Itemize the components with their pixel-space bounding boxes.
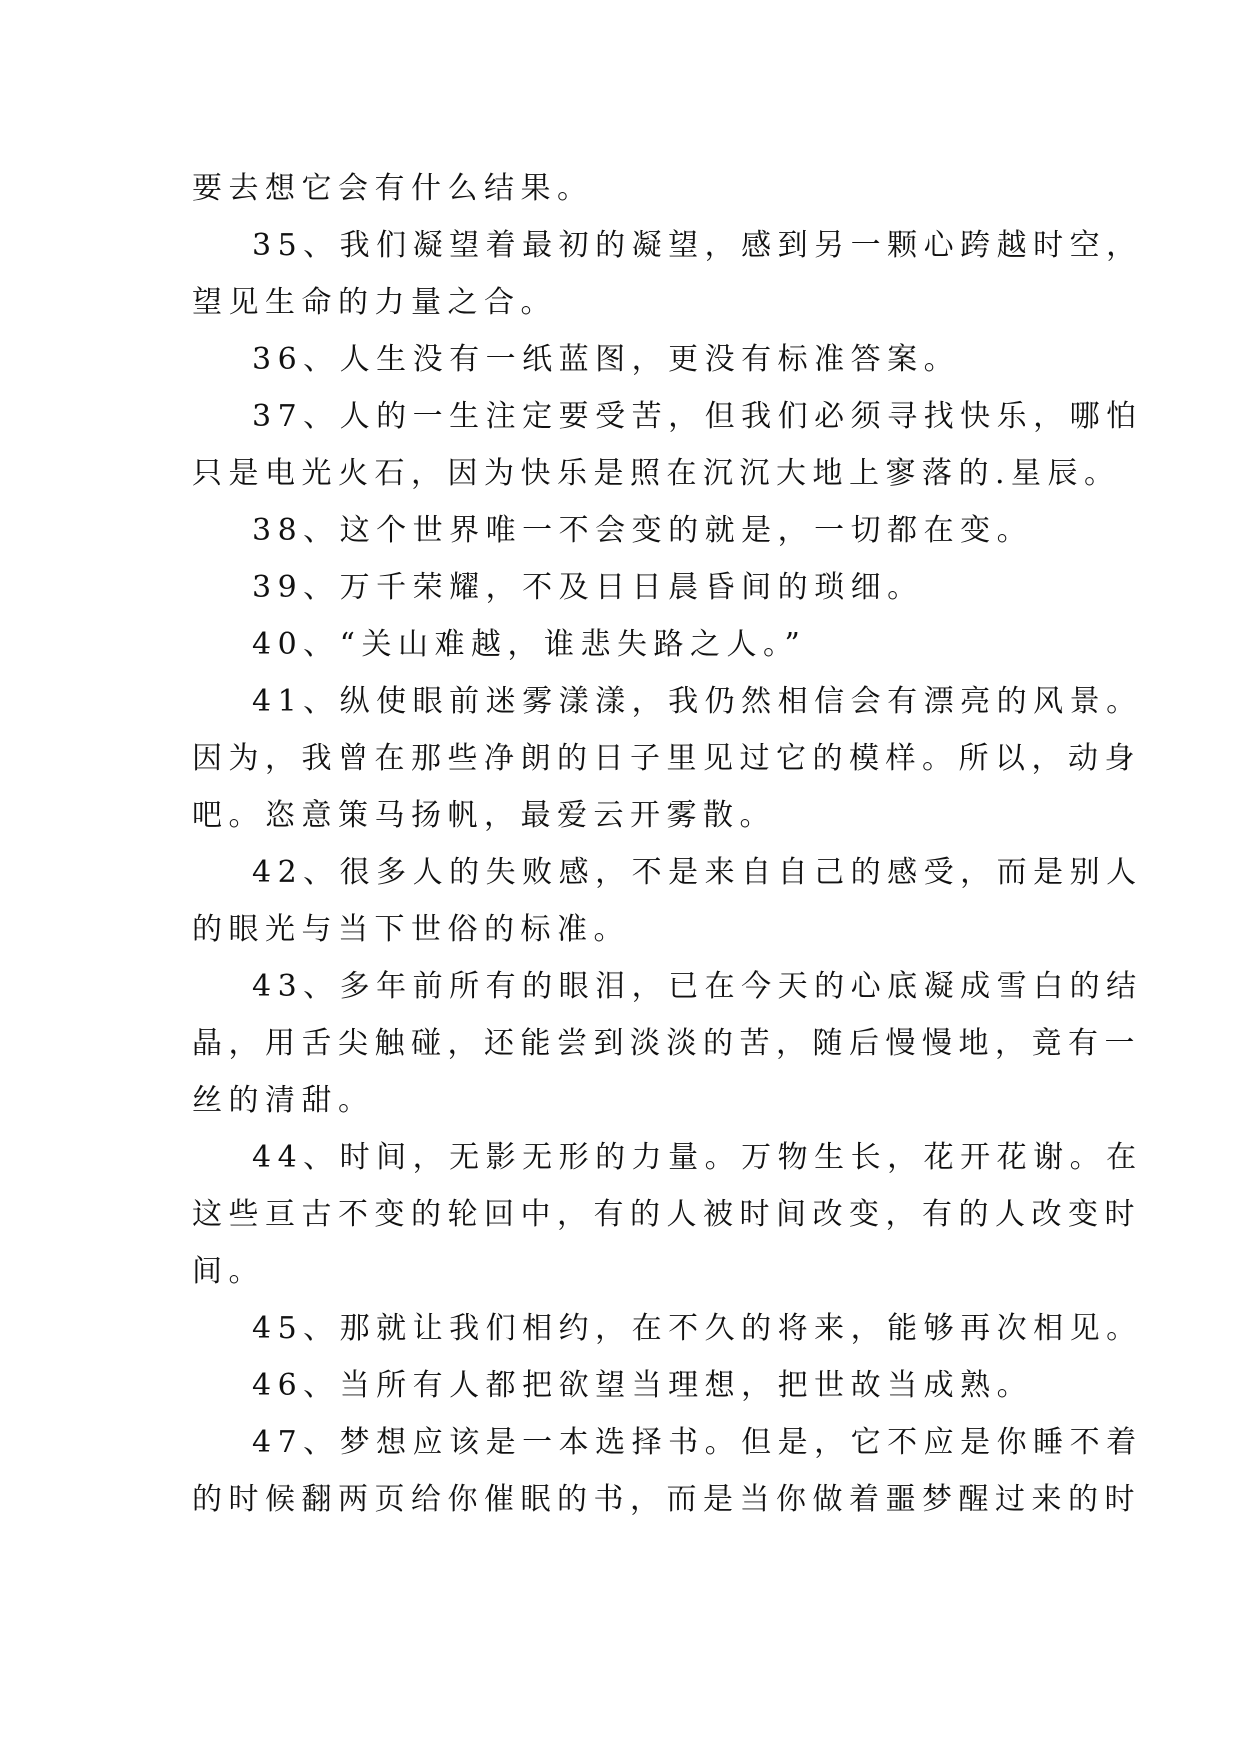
text-line: 41、纵使眼前迷雾漾漾，我仍然相信会有漂亮的风景。 — [252, 684, 1143, 719]
paragraph-35 — [192, 217, 1143, 331]
text-line: 因为，我曾在那些净朗的日子里见过它的模样。所以，动身 — [192, 741, 1141, 776]
text-line: 43、多年前所有的眼泪，已在今天的心底凝成雪白的结 — [252, 969, 1143, 1004]
paragraph-37 — [192, 388, 1143, 502]
text-line: 间。 — [192, 1254, 265, 1289]
paragraph-46 — [192, 1357, 1072, 1414]
text-line: 37、人的一生注定要受苦，但我们必须寻找快乐，哪怕 — [252, 399, 1143, 434]
text-line: 只是电光火石，因为快乐是照在沉沉大地上寥落的.星辰。 — [192, 456, 1121, 491]
text-line: 42、很多人的失败感，不是来自自己的感受，而是别人 — [252, 855, 1143, 890]
text-line: 望见生命的力量之合。 — [192, 285, 557, 320]
text-line: 45、那就让我们相约，在不久的将来，能够再次相见。 — [252, 1311, 1143, 1346]
text-line: 的时候翻两页给你催眠的书，而是当你做着噩梦醒过来的时 — [192, 1482, 1141, 1517]
paragraph-38 — [192, 502, 1072, 559]
text-line: 46、当所有人都把欲望当理想，把世故当成熟。 — [252, 1368, 1034, 1403]
text-line: 要去想它会有什么结果。 — [192, 171, 594, 206]
paragraph-41 — [192, 673, 1143, 844]
text-line: 晶，用舌尖触碰，还能尝到淡淡的苦，随后慢慢地，竟有一 — [192, 1026, 1141, 1061]
paragraph-34 — [192, 160, 1072, 217]
text-line: 丝的清甜。 — [192, 1083, 375, 1118]
paragraph-36 — [192, 331, 1072, 388]
paragraph-42 — [192, 844, 1143, 958]
text-line: 吧。恣意策马扬帆，最爱云开雾散。 — [192, 798, 776, 833]
text-line: 40、“关山难越，谁悲失路之人。” — [252, 627, 807, 662]
paragraph-43 — [192, 958, 1143, 1129]
paragraph-47 — [192, 1414, 1143, 1528]
body-text — [192, 160, 1143, 1528]
text-line: 36、人生没有一纸蓝图，更没有标准答案。 — [252, 342, 961, 377]
text-line: 的眼光与当下世俗的标准。 — [192, 912, 630, 947]
text-line: 这些亘古不变的轮回中，有的人被时间改变，有的人改变时 — [192, 1197, 1141, 1232]
text-line: 47、梦想应该是一本选择书。但是，它不应是你睡不着 — [252, 1425, 1143, 1460]
paragraph-39 — [192, 559, 1072, 616]
text-line: 35、我们凝望着最初的凝望，感到另一颗心跨越时空， — [252, 228, 1143, 263]
paragraph-40 — [192, 616, 1072, 673]
text-line: 39、万千荣耀，不及日日晨昏间的琐细。 — [252, 570, 924, 605]
text-line: 44、时间，无影无形的力量。万物生长，花开花谢。在 — [252, 1140, 1143, 1175]
paragraph-44 — [192, 1129, 1143, 1300]
text-line: 38、这个世界唯一不会变的就是，一切都在变。 — [252, 513, 1034, 548]
paragraph-45 — [192, 1300, 1143, 1357]
